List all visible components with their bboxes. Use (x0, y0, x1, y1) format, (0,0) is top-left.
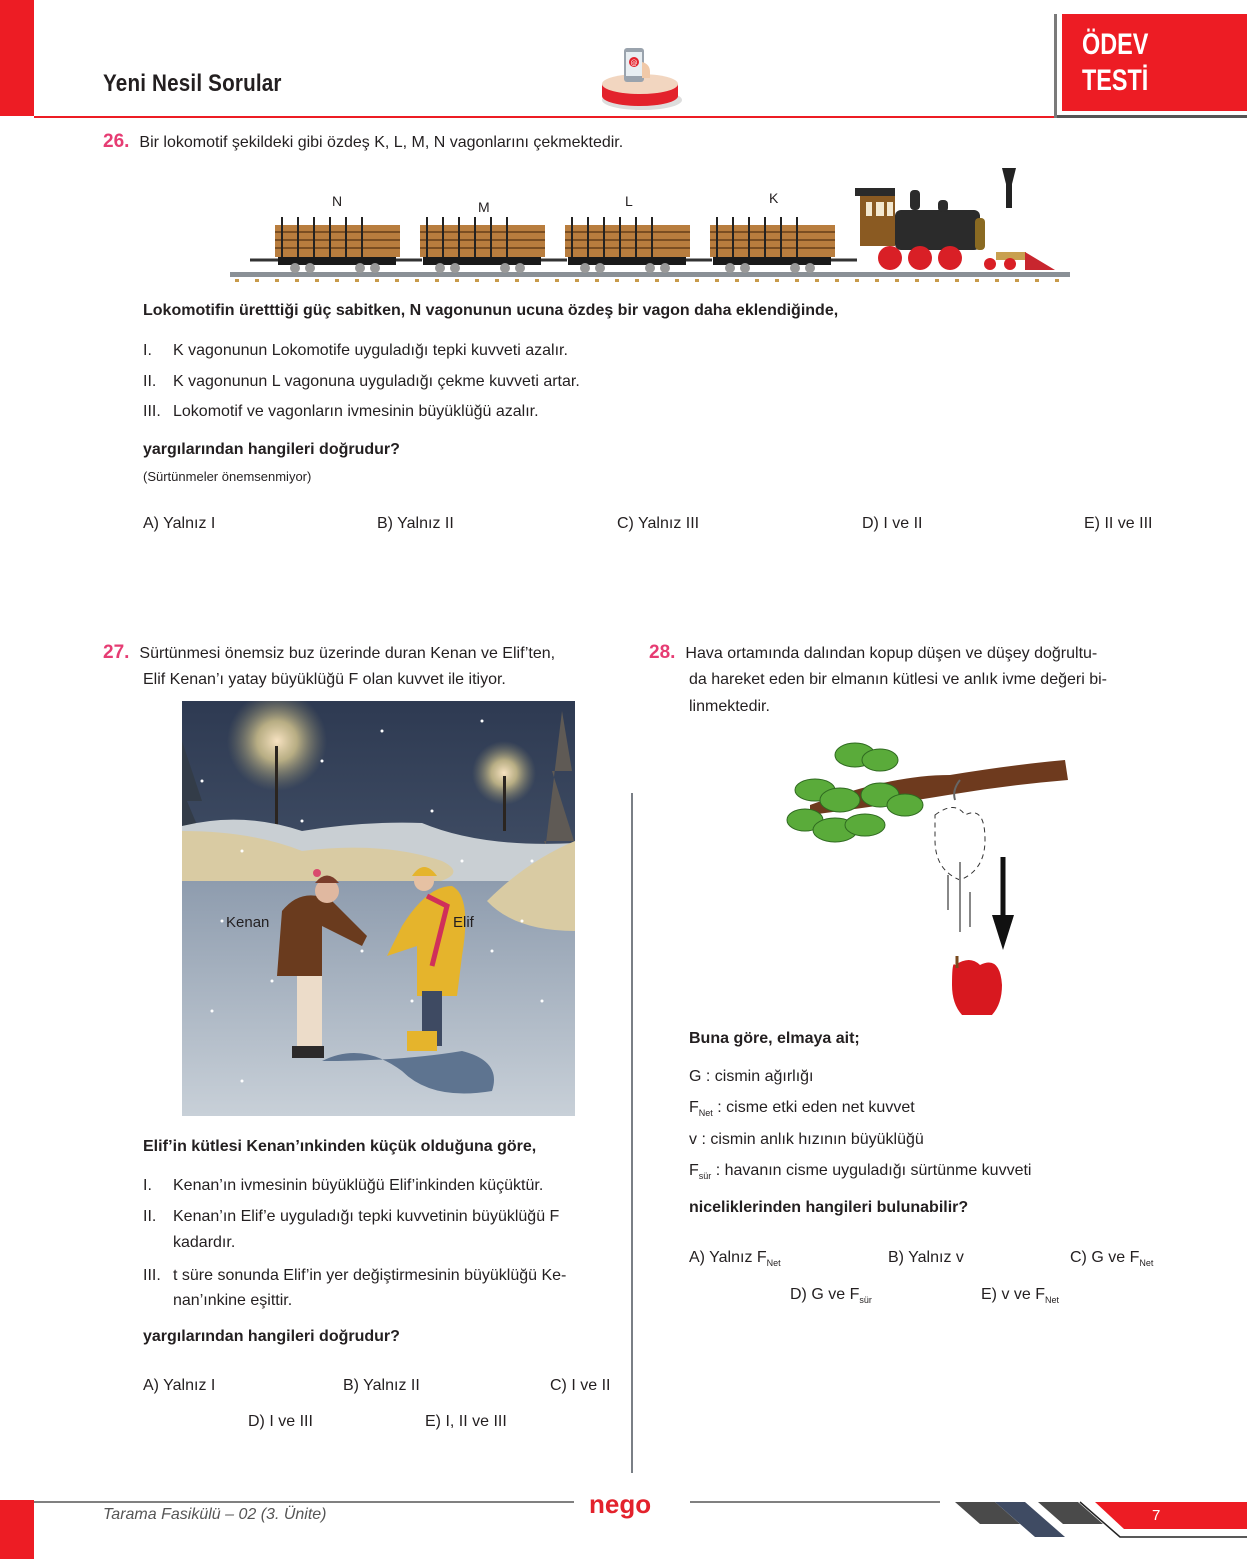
phone-pedestal-icon (598, 46, 686, 112)
answer-option-a[interactable]: A) Yalnız I (143, 1377, 216, 1394)
answer-option-c[interactable]: C) I ve II (550, 1377, 611, 1394)
option-text: A) Yalnız F (689, 1249, 767, 1266)
motion-lines (948, 862, 970, 932)
locomotive (855, 168, 1055, 270)
statement-item (143, 342, 568, 360)
question-27-prompt: yargılarından hangileri doğrudur? (143, 1328, 400, 1345)
footer-stripes-decoration (945, 1500, 1247, 1540)
answer-option-c[interactable]: C) Yalnız III (617, 515, 700, 532)
figure-label-kenan: Kenan (226, 914, 270, 931)
statement-text: t süre sonunda Elif’in yer değiştirmesinin büyüklüğü Ke- (173, 1267, 567, 1284)
logo-text: nego (589, 1489, 652, 1519)
question-26-condition: Lokomotifin üretttiği güç sabitken, N vagonunun ucuna özdeş bir vagon daha eklendiğinde, (143, 302, 839, 319)
statement-text: K vagonunun L vagonuna uyguladığı çekme kuvveti artar. (173, 373, 580, 390)
figure-label-elif: Elif (453, 914, 474, 931)
header-divider (34, 116, 1054, 118)
roman-numeral: II. (143, 373, 157, 390)
question-text: Bir lokomotif şekildeki gibi özdeş K, L, M, N vagonlarını çekmektedir. (139, 134, 624, 151)
homework-test-badge (1062, 14, 1247, 111)
answer-option-b[interactable] (888, 1249, 964, 1267)
question-28-prompt: niceliklerinden hangileri bulunabilir? (689, 1199, 969, 1216)
option-subscript: sür (859, 1295, 872, 1305)
option-subscript: Net (766, 1258, 781, 1268)
quantity-item (689, 1099, 915, 1118)
question-27-condition: Elif’in kütlesi Kenan’ınkinden küçük olduğuna göre, (143, 1138, 537, 1155)
footer-booklet-title: Tarama Fasikülü – 02 (3. Ünite) (103, 1506, 327, 1523)
statement-item (143, 403, 539, 421)
question-26-prompt: yargılarından hangileri doğrudur? (143, 441, 400, 458)
question-text: Hava ortamında dalından kopup düşen ve düşey doğrultu- (685, 645, 1098, 662)
question-28-condition: Buna göre, elmaya ait; (689, 1030, 860, 1047)
quantity-desc: : havanın cisme uyguladığı sürtünme kuvveti (711, 1162, 1032, 1179)
header-red-bar (0, 0, 34, 116)
nego-logo-icon (583, 1483, 673, 1523)
statement-text: Lokomotif ve vagonların ivmesinin büyüklüğü azalır. (173, 403, 539, 420)
wagon-k (710, 217, 835, 273)
quantity-subscript: sür (698, 1171, 712, 1181)
answer-option-d[interactable]: D) I ve II (862, 515, 923, 532)
roman-numeral: III. (143, 403, 161, 420)
question-26-note: (Sürtünmeler önemsenmiyor) (143, 469, 312, 484)
roman-numeral: I. (143, 1177, 152, 1194)
statement-continuation: nan’ınkine eşittir. (173, 1292, 293, 1309)
badge-underline (1057, 115, 1247, 118)
answer-option-c[interactable] (1070, 1249, 1153, 1268)
roman-numeral: II. (143, 1208, 157, 1225)
roman-numeral: I. (143, 342, 152, 359)
apple (952, 960, 1002, 1015)
quantity-desc: : cismin anlık hızının büyüklüğü (697, 1131, 924, 1148)
wagon-label-k: K (769, 190, 779, 206)
statement-text: Kenan’ın ivmesinin büyüklüğü Elif’inkinden küçüktür. (173, 1177, 544, 1194)
question-27-stem-line2: Elif Kenan’ı yatay büyüklüğü F olan kuvvet ile itiyor. (143, 671, 506, 688)
badge-line-2: TESTİ (1082, 64, 1149, 97)
answer-option-a[interactable] (689, 1249, 781, 1268)
answer-option-d[interactable]: D) I ve III (248, 1413, 313, 1430)
option-subscript: Net (1139, 1258, 1154, 1268)
page-number: 7 (1152, 1507, 1161, 1524)
statement-text: K vagonunun Lokomotife uyguladığı tepki kuvveti azalır. (173, 342, 568, 359)
quantity-item (689, 1068, 813, 1087)
badge-line-1: ÖDEV (1082, 28, 1149, 61)
footer-divider-left (34, 1501, 574, 1503)
question-number: 27. (103, 642, 130, 663)
option-text: C) G ve F (1070, 1249, 1140, 1266)
answer-option-e[interactable]: E) II ve III (1084, 515, 1153, 532)
statement-item (143, 1177, 543, 1195)
page-title: Yeni Nesil Sorular (103, 70, 282, 97)
column-divider (631, 793, 633, 1473)
question-28-stem (649, 638, 1097, 668)
statement-text: Kenan’ın Elif’e uyguladığı tepki kuvvetinin büyüklüğü F (173, 1208, 560, 1225)
answer-option-e[interactable]: E) I, II ve III (425, 1413, 507, 1430)
answer-option-b[interactable]: B) Yalnız II (343, 1377, 420, 1394)
question-26-stem (103, 127, 623, 157)
quantity-symbol: F (689, 1099, 699, 1116)
question-number: 26. (103, 131, 130, 152)
quantity-subscript: Net (698, 1108, 713, 1118)
wagon-l (565, 217, 690, 273)
question-27-stem (103, 638, 555, 668)
statement-item (143, 1267, 566, 1285)
quantity-desc: : cisme etki eden net kuvvet (712, 1099, 915, 1116)
train-illustration (230, 160, 1070, 285)
quantity-desc: : cismin ağırlığı (701, 1068, 814, 1085)
question-28-stem-line2: da hareket eden bir elmanın kütlesi ve anlık ivme değeri bi- (689, 671, 1107, 688)
statement-continuation: kadardır. (173, 1234, 236, 1251)
answer-option-b[interactable]: B) Yalnız II (377, 515, 454, 532)
option-text: B) Yalnız v (888, 1249, 964, 1266)
question-28-stem-line3: linmektedir. (689, 698, 770, 715)
question-text: Sürtünmesi önemsiz buz üzerinde duran Kenan ve Elif’ten, (139, 645, 556, 662)
statement-item (143, 373, 580, 391)
wagon-label-n: N (332, 193, 343, 209)
wagon-label-l: L (625, 193, 633, 209)
option-subscript: Net (1045, 1295, 1060, 1305)
option-text: E) v ve F (981, 1286, 1046, 1303)
ice-skating-illustration (182, 701, 575, 1116)
footer-red-bar (0, 1500, 34, 1559)
wagon-m (420, 217, 545, 273)
quantity-symbol: G (689, 1068, 702, 1085)
wagon-label-m: M (478, 199, 490, 215)
roman-numeral: III. (143, 1267, 161, 1284)
svg-text:@: @ (630, 59, 638, 67)
answer-option-e[interactable] (981, 1286, 1059, 1305)
quantity-item (689, 1162, 1031, 1181)
rail-ties (235, 279, 1059, 282)
answer-option-a[interactable]: A) Yalnız I (143, 515, 216, 532)
question-number: 28. (649, 642, 676, 663)
quantity-symbol: F (689, 1162, 699, 1179)
option-text: D) G ve F (790, 1286, 860, 1303)
statement-item (143, 1208, 559, 1226)
answer-option-d[interactable] (790, 1286, 872, 1305)
quantity-symbol: v (689, 1131, 697, 1148)
badge-separator (1054, 14, 1057, 118)
quantity-item (689, 1131, 924, 1150)
footer-divider-right (690, 1501, 940, 1503)
falling-apple-illustration (770, 725, 1090, 1015)
wagon-n (275, 217, 400, 273)
